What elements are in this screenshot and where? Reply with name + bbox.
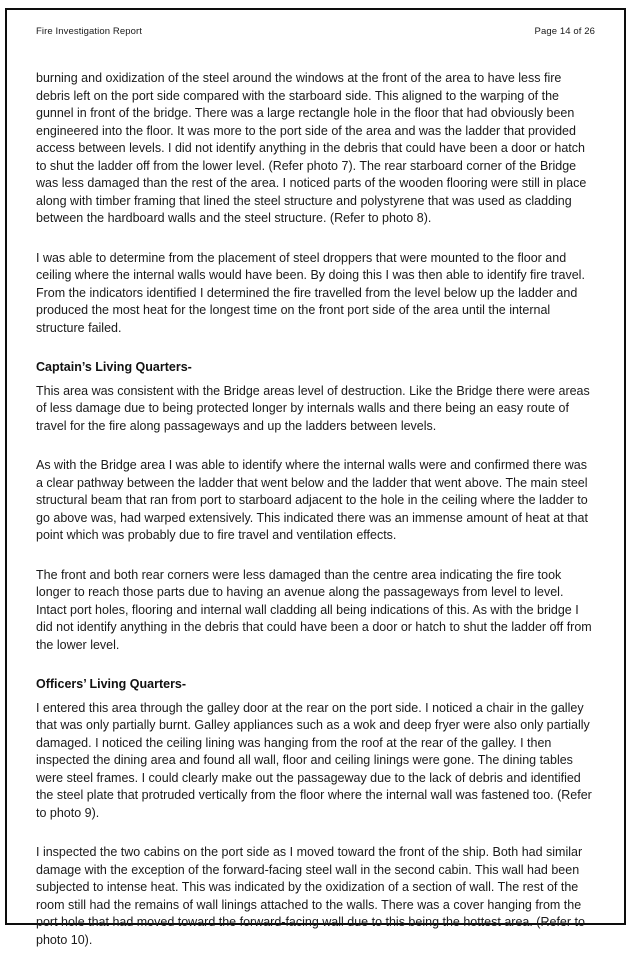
paragraph-internal-walls-steel-beam: As with the Bridge area I was able to identify where the internal walls were and confirmed there was a clear pathway between the ladder that went below and the ladder that went above. The main steel structural beam that ran from port to starboard adjacent to the hole in the ceiling where the ladder to go above was, had warped extensively. This indicated there was an immense amount of heat at that point which was probably due to fire travel and ventilation effects. (36, 458, 588, 542)
paragraph-steel-droppers-fire-travel: I was able to determine from the placement of steel droppers that were mounted to the floor and ceiling where the internal walls would have been. By doing this I was then able to identify fire travel. From the indicators identified I determined the fire travelled from the level below up the ladder and produced the most heat for the longest time on the front port side of the area until the internal structure failed. (36, 250, 585, 335)
paragraph-galley-dining-inspection: I entered this area through the galley door at the rear on the port side. I noticed a chair in the galley that was only partially burnt. Galley appliances such as a wok and deep fryer were also only partially damaged. I noticed the ceiling lining was hanging from the roof at the rear of the galley. I then inspected the dining area and found all wall, floor and ceiling linings were gone. The dining tables were steel frames. I could clearly make out the passageway due to the lack of debris and identified the steel plate that protruded vertically from the floor where the internal wall was fastened too. (Refer to photo 9). (36, 700, 592, 820)
page-number-indicator: Page 14 of 26 (534, 26, 595, 37)
paragraph-port-side-cabins-inspection: I inspected the two cabins on the port side as I moved toward the front of the ship. Both had similar damage with the exception of the forward-facing steel wall in the second cabin. This wall had been subjected to intense heat. This was indicated by the oxidization of a section of wall. The rest of the room still had the remains of wall linings attached to the walls. There was a cover hanging from the port hole that had moved toward the forward-facing wall due to this being the hottest area. (Refer to photo 10). (36, 845, 585, 947)
paragraph-front-rear-corners-damage: The front and both rear corners were less damaged than the centre area indicating the fire took longer to reach those parts due to having an avenue along the passageways from level to level. Intact port holes, flooring and internal wall cladding all being indications of this. As with the bridge I did not identify anything in the debris that could have been a door or hatch to shut the ladder off from the lower level. (36, 567, 592, 652)
heading-captains-living-quarters: Captain’s Living Quarters- (36, 360, 192, 374)
paragraph-bridge-damage-continued: burning and oxidization of the steel around the windows at the front of the area to have less fire debris left on the port side compared with the starboard side. This aligned to the warping of the gunnel in front of the bridge. There was a large rectangle hole in the floor that had obviously been engineered into the floor. It was more to the port side of the area and was the ladder that provided access between levels. I did not identify anything in the debris that could have been a door or hatch to shut the ladder off from the lower level. (Refer photo 7). The rear starboard corner of the Bridge was less damaged than the rest of the area. I noticed parts of the wooden flooring were still in place along with timber framing that lined the steel structure and polystyrene that was used as cladding between the hardboard walls and the steel structure. (Refer to photo 8). (36, 71, 587, 225)
report-header-title: Fire Investigation Report (36, 26, 142, 37)
report-body (36, 70, 597, 971)
heading-officers-living-quarters: Officers’ Living Quarters- (36, 677, 187, 691)
paragraph-captains-quarters-destruction: This area was consistent with the Bridge areas level of destruction. Like the Bridge there were areas of less damage due to being protected longer by internals walls and there being an easy route of travel for the fire along passageways and up the ladders between levels. (36, 383, 590, 433)
